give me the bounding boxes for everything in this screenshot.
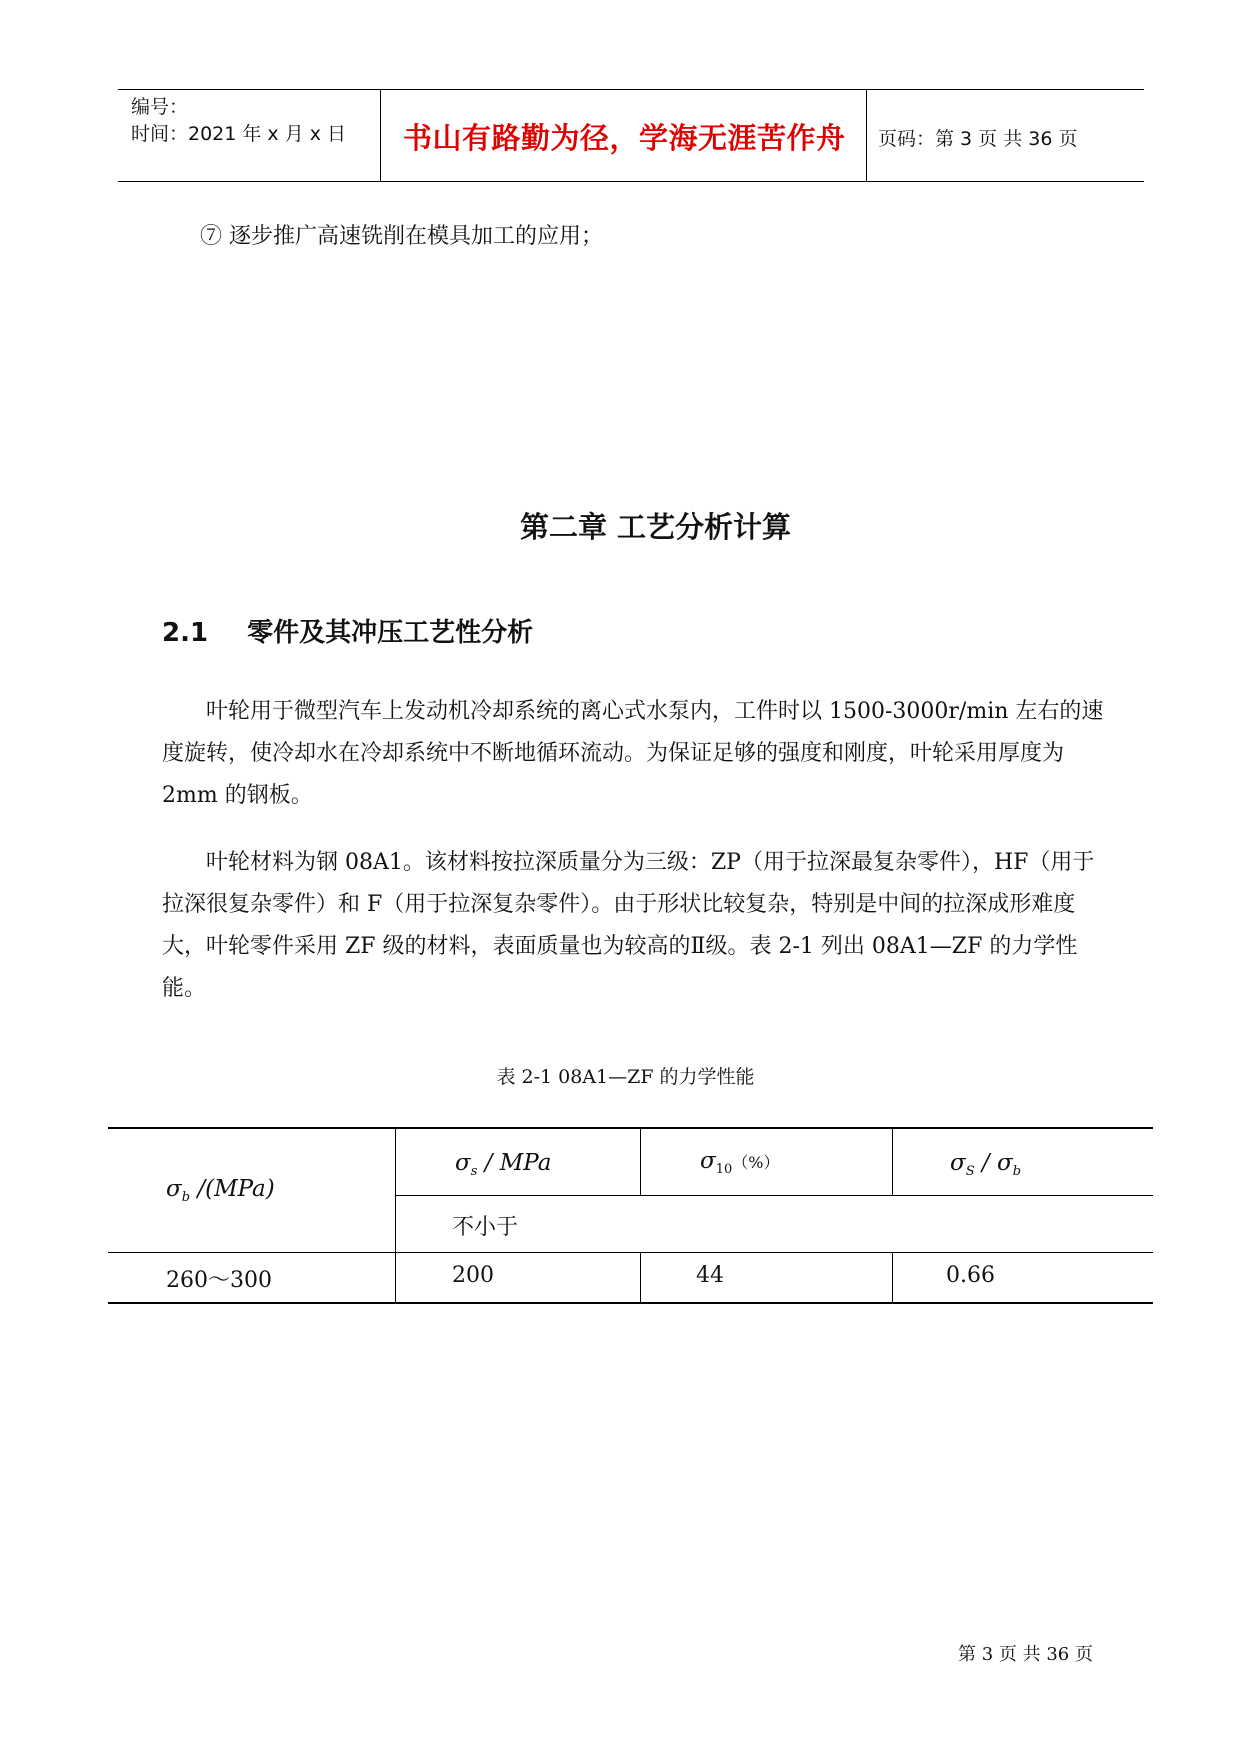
header-cell-tensile-strength: $\sigma_b$ /(MPa)	[166, 1176, 275, 1205]
subheader-min-value: 不小于	[452, 1215, 519, 1240]
header-cell-yield-ratio: $\sigma_S / \sigma_b$	[950, 1150, 1022, 1179]
section-heading	[162, 612, 533, 649]
table-col-divider-3b	[892, 1252, 893, 1303]
header-bottom-rule	[118, 181, 1144, 182]
header-motto: 书山有路勤为径，学海无涯苦作舟	[403, 121, 846, 155]
table-col-divider-2	[640, 1127, 641, 1196]
header-divider-left	[380, 89, 381, 181]
header-time-label: 时间：2021 年 x 月 x 日	[131, 123, 347, 145]
section-number: 2.1	[162, 618, 209, 648]
page-footer: 第 3 页 共 36 页	[958, 1644, 1093, 1665]
table-col-divider-3	[892, 1127, 893, 1196]
header-top-rule	[118, 89, 1144, 90]
header-divider-right	[866, 89, 867, 181]
header-cell-yield-strength: $\sigma_s$ / MPa	[455, 1150, 552, 1179]
header-number-label: 编号：	[131, 96, 189, 118]
header-page-label: 页码：第 3 页 共 36 页	[878, 128, 1078, 150]
sigma-symbol: σ	[950, 1150, 966, 1176]
paragraph-1: 叶轮用于微型汽车上发动机冷却系统的离心式水泵内，工件时以 1500-3000r/min 左右的速度旋转，使冷却水在冷却系统中不断地循环流动。为保证足够的强度和刚度，叶轮采用厚度为 2mm 的钢板。	[162, 699, 1104, 808]
table-bottom-rule	[108, 1302, 1153, 1304]
section-title: 零件及其冲压工艺性分析	[247, 618, 534, 648]
table-cell-yield: 200	[452, 1263, 494, 1288]
chapter-title: 第二章 工艺分析计算	[519, 510, 792, 544]
sigma-symbol: σ	[166, 1176, 182, 1202]
table-col-divider-1	[395, 1127, 396, 1303]
table-header-rule	[395, 1195, 1153, 1196]
header-cell-elongation: $\sigma_{10}(\%)$	[700, 1148, 780, 1177]
sigma-symbol: σ	[455, 1150, 471, 1176]
table-cell-ratio: 0.66	[946, 1263, 995, 1288]
intro-list-item: ⑦ 逐步推广高速铣削在模具加工的应用；	[200, 224, 603, 249]
table-caption: 表 2-1 08A1—ZF 的力学性能	[496, 1066, 755, 1088]
table-col-divider-2b	[640, 1252, 641, 1303]
sigma-symbol: σ	[700, 1148, 716, 1174]
paragraph-2: 叶轮材料为钢 08A1。该材料按拉深质量分为三级：ZP（用于拉深最复杂零件），HF（用于拉深很复杂零件）和 F（用于拉深复杂零件）。由于形状比较复杂，特别是中间的拉深成形难度大，叶轮零件采用 ZF 级的材料，表面质量也为较高的Ⅱ级。表 2-1 列出 08A1—ZF 的力学性能。	[162, 850, 1095, 1001]
table-cell-elongation: 44	[696, 1263, 724, 1288]
table-mid-rule	[108, 1252, 1153, 1253]
table-top-rule	[108, 1127, 1153, 1129]
table-cell-tensile: 260～300	[166, 1268, 272, 1293]
